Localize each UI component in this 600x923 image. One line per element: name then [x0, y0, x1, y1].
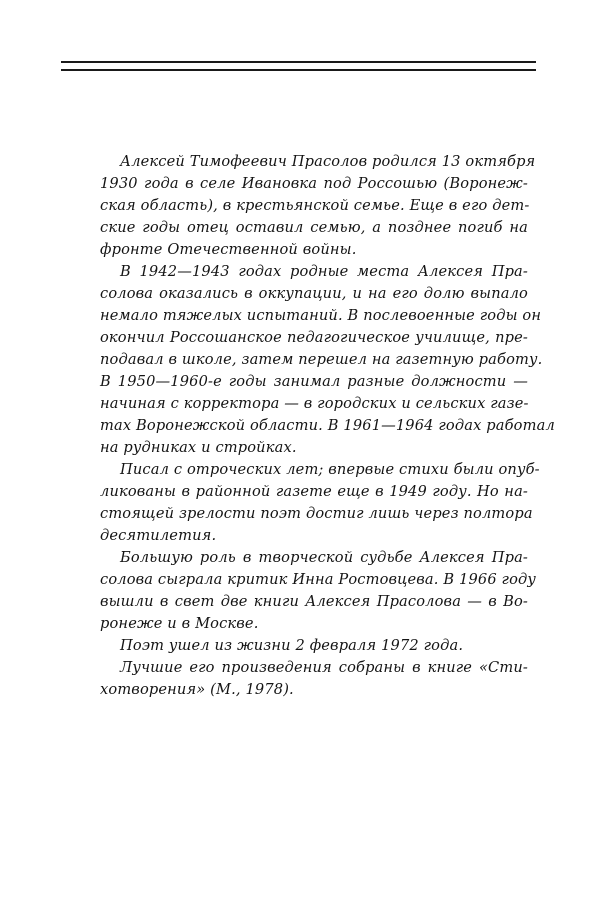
text-line: ликованы в районной газете еще в 1949 году. Но на- [100, 483, 528, 500]
text-line: на рудниках и стройках. [100, 439, 297, 456]
header-rule-top [61, 61, 536, 63]
text-line: солова оказались в оккупации, и на его долю выпало [100, 285, 528, 302]
text-line: тах Воронежской области. В 1961—1964 годах работал [100, 417, 555, 434]
text-line: В 1942—1943 годах родные места Алексея Пра- [120, 263, 528, 280]
text-line: немало тяжелых испытаний. В послевоенные годы он [100, 307, 542, 324]
paragraph-collection [100, 657, 528, 701]
text-line: ронеже и в Москве. [100, 615, 259, 632]
text-line: стоящей зрелости поэт достиг лишь через полтора [100, 505, 533, 522]
text-line: десятилетия. [100, 527, 217, 544]
text-line: хотворения» (М., 1978). [100, 681, 294, 698]
text-line: вышли в свет две книги Алексея Прасолова — в Во- [100, 593, 528, 610]
text-line: окончил Россошанское педагогическое училище, пре- [100, 329, 528, 346]
text-line: Поэт ушел из жизни 2 февраля 1972 года. [120, 637, 464, 654]
text-line: Писал с отроческих лет; впервые стихи были опуб- [120, 461, 540, 478]
text-line: подавал в школе, затем перешел на газетную работу. [100, 351, 543, 368]
text-line: солова сыграла критик Инна Ростовцева. В 1966 году [100, 571, 537, 588]
paragraph-writing [100, 459, 540, 547]
text-line: фронте Отечественной войны. [100, 241, 357, 258]
text-line: ские годы отец оставил семью, а позднее погиб на [100, 219, 528, 236]
paragraph-books [100, 547, 537, 635]
paragraph-birth [100, 151, 536, 261]
text-line: В 1950—1960-е годы занимал разные должности — [100, 373, 528, 390]
text-line: начиная с корректора — в городских и сельских газе- [100, 395, 529, 412]
text-line: Большую роль в творческой судьбе Алексея Пра- [120, 549, 528, 566]
text-line: ская область), в крестьянской семье. Еще в его дет- [100, 197, 530, 214]
text-line: Алексей Тимофеевич Прасолов родился 13 октября [120, 153, 536, 170]
paragraph-death [100, 635, 528, 657]
biography-text [100, 151, 555, 701]
text-line: Лучшие его произведения собраны в книге «Сти- [120, 659, 528, 676]
text-line: 1930 года в селе Ивановка под Россошью (Воронеж- [100, 175, 528, 192]
paragraph-career [100, 261, 555, 459]
header-rule-bottom [61, 69, 536, 71]
